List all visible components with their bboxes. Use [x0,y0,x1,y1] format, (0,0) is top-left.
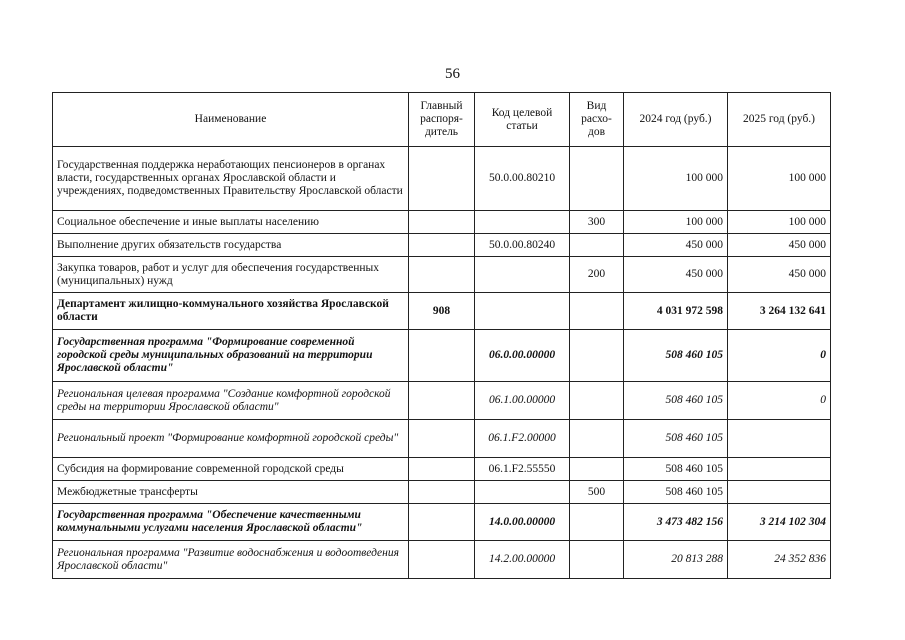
cell-2024: 100 000 [624,211,728,234]
cell-2025: 0 [728,330,831,382]
cell-2024: 4 031 972 598 [624,293,728,330]
cell-name: Департамент жилищно-коммунального хозяйства Ярославской области [53,293,409,330]
cell-2025: 0 [728,382,831,420]
cell-grbs [409,147,475,211]
cell-code: 50.0.00.80210 [475,147,570,211]
cell-grbs [409,330,475,382]
cell-code: 50.0.00.80240 [475,234,570,257]
cell-vid [570,330,624,382]
cell-2024: 508 460 105 [624,481,728,504]
table-row [53,458,831,481]
cell-2024: 450 000 [624,234,728,257]
cell-grbs [409,420,475,458]
cell-2025: 100 000 [728,211,831,234]
table-row [53,293,831,330]
cell-vid [570,504,624,541]
header-name: Наименование [53,93,409,147]
cell-code [475,293,570,330]
cell-code: 14.2.00.00000 [475,541,570,579]
cell-code: 06.1.F2.00000 [475,420,570,458]
header-code: Код целевой статьи [475,93,570,147]
table-row [53,481,831,504]
cell-2025 [728,420,831,458]
cell-2025: 3 264 132 641 [728,293,831,330]
cell-name: Государственная программа "Формирование современной городской среды муниципальных образований на территории Ярославской области" [53,330,409,382]
cell-name: Закупка товаров, работ и услуг для обеспечения государственных (муниципальных) нужд [53,257,409,293]
table-row [53,147,831,211]
cell-2024: 20 813 288 [624,541,728,579]
cell-code: 06.0.00.00000 [475,330,570,382]
cell-grbs [409,458,475,481]
cell-2024: 508 460 105 [624,330,728,382]
cell-vid [570,458,624,481]
cell-vid: 200 [570,257,624,293]
cell-name: Выполнение других обязательств государства [53,234,409,257]
budget-table [52,92,831,579]
table-row [53,504,831,541]
cell-vid: 300 [570,211,624,234]
cell-vid [570,147,624,211]
table-row [53,382,831,420]
table-row [53,257,831,293]
cell-code [475,257,570,293]
cell-name: Социальное обеспечение и иные выплаты населению [53,211,409,234]
cell-name: Региональная целевая программа "Создание комфортной городской среды на территории Ярославской области" [53,382,409,420]
table-header-row [53,93,831,147]
cell-2025 [728,458,831,481]
table-row [53,541,831,579]
cell-code: 14.0.00.00000 [475,504,570,541]
cell-2024: 508 460 105 [624,458,728,481]
cell-name: Государственная поддержка неработающих пенсионеров в органах власти, государственных органах Ярославской области и учреждениях, подведомственных Правительству Ярославской области [53,147,409,211]
cell-2025: 100 000 [728,147,831,211]
header-2025: 2025 год (руб.) [728,93,831,147]
table-row [53,330,831,382]
cell-2025: 3 214 102 304 [728,504,831,541]
page-number: 56 [445,66,460,82]
table-row [53,211,831,234]
cell-name: Региональный проект "Формирование комфортной городской среды" [53,420,409,458]
cell-vid [570,293,624,330]
cell-2025: 450 000 [728,234,831,257]
cell-code [475,481,570,504]
cell-grbs [409,211,475,234]
cell-grbs [409,481,475,504]
header-vid: Вид расхо-дов [570,93,624,147]
cell-grbs: 908 [409,293,475,330]
cell-vid: 500 [570,481,624,504]
cell-grbs [409,382,475,420]
table-row [53,420,831,458]
cell-name: Субсидия на формирование современной городской среды [53,458,409,481]
cell-vid [570,382,624,420]
cell-grbs [409,504,475,541]
cell-vid [570,420,624,458]
cell-grbs [409,541,475,579]
cell-code: 06.1.F2.55550 [475,458,570,481]
cell-2025 [728,481,831,504]
header-2024: 2024 год (руб.) [624,93,728,147]
cell-vid [570,541,624,579]
cell-2024: 508 460 105 [624,382,728,420]
cell-code: 06.1.00.00000 [475,382,570,420]
cell-2025: 24 352 836 [728,541,831,579]
cell-grbs [409,234,475,257]
cell-code [475,211,570,234]
cell-grbs [409,257,475,293]
header-grbs: Главный распоря-дитель [409,93,475,147]
cell-name: Государственная программа "Обеспечение качественными коммунальными услугами населения Ярославской области" [53,504,409,541]
cell-2024: 450 000 [624,257,728,293]
cell-name: Межбюджетные трансферты [53,481,409,504]
table-row [53,234,831,257]
cell-2025: 450 000 [728,257,831,293]
cell-vid [570,234,624,257]
cell-2024: 508 460 105 [624,420,728,458]
cell-2024: 3 473 482 156 [624,504,728,541]
cell-2024: 100 000 [624,147,728,211]
cell-name: Региональная программа "Развитие водоснабжения и водоотведения Ярославской области" [53,541,409,579]
